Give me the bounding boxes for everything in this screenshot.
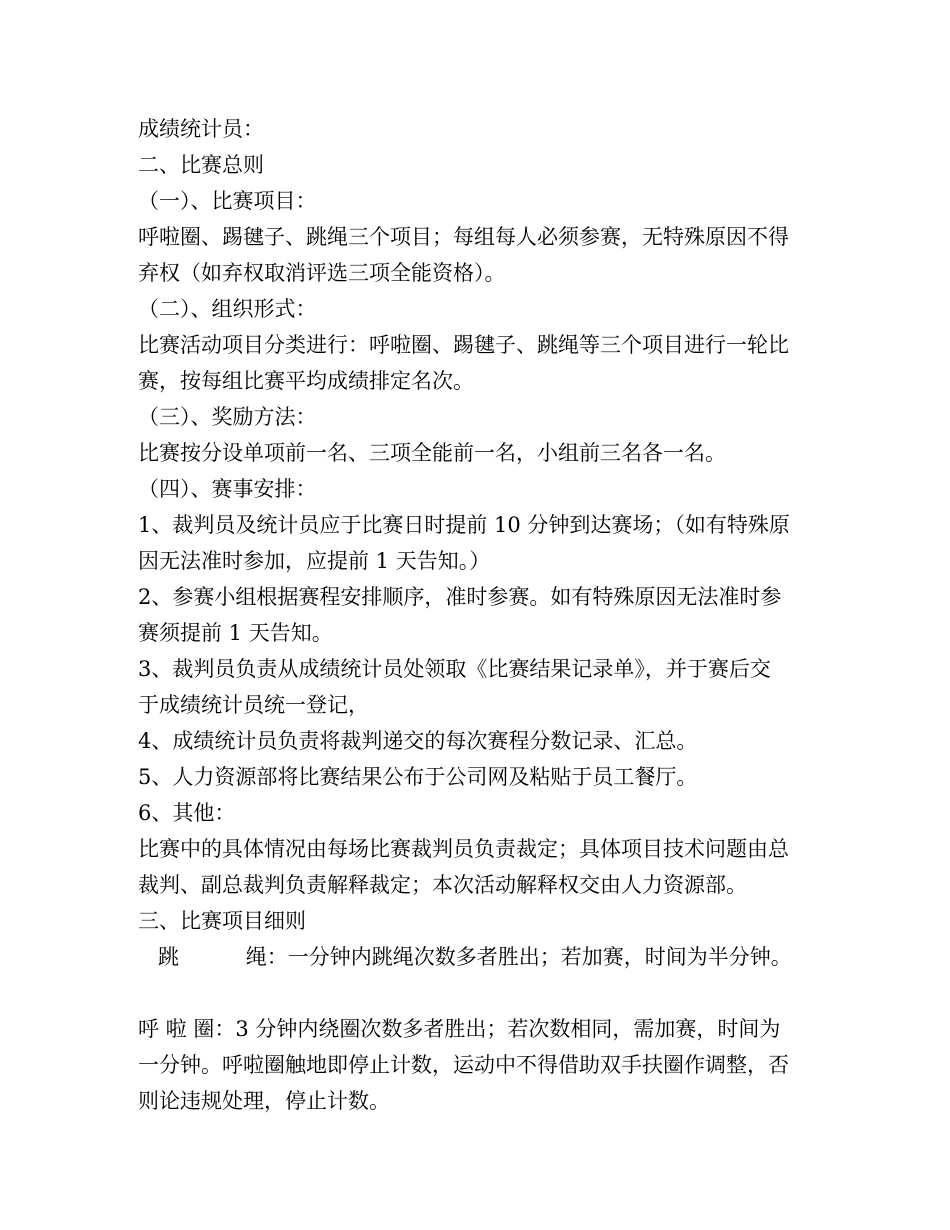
paragraph-line: 则论违规处理，停止计数。: [138, 1089, 390, 1113]
list-item-line: 1、裁判员及统计员应于比赛日时提前 10 分钟到达赛场；（如有特殊原: [138, 513, 790, 537]
subheading-events: （一）、比赛项目：: [138, 189, 317, 213]
paragraph-line: 比赛中的具体情况由每场比赛裁判员负责裁定；具体项目技术问题由总: [138, 837, 789, 861]
paragraph-line: 一分钟。呼啦圈触地即停止计数，运动中不得借助双手扶圈作调整，否: [138, 1053, 789, 1077]
list-item-line: 2、参赛小组根据赛程安排顺序，准时参赛。如有特殊原因无法准时参: [138, 585, 782, 609]
list-item-line: 因无法准时参加，应提前 1 天告知。）: [138, 549, 491, 573]
section-heading-general-rules: 二、比赛总则: [138, 153, 264, 177]
list-item-line: 4、成绩统计员负责将裁判递交的每次赛程分数记录、汇总。: [138, 729, 698, 753]
paragraph-line: 弃权（如弃权取消评选三项全能资格）。: [138, 261, 506, 285]
paragraph-line: 比赛按分设单项前一名、三项全能前一名，小组前三名各一名。: [138, 441, 726, 465]
subheading-awards: （三）、奖励方法：: [138, 405, 317, 429]
list-item-line: 3、裁判员负责从成绩统计员处领取《比赛结果记录单》，并于赛后交: [138, 657, 771, 681]
rule-hula-hoop: 呼 啦 圈：3 分钟内绕圈次数多者胜出；若次数相同，需加赛，时间为: [138, 1017, 781, 1041]
list-item-line: 赛须提前 1 天告知。: [138, 621, 333, 645]
list-item-line: 6、其他：: [138, 801, 236, 825]
paragraph-line: 呼啦圈、踢毽子、跳绳三个项目；每组每人必须参赛，无特殊原因不得: [138, 225, 789, 249]
subheading-schedule: （四）、赛事安排：: [138, 477, 317, 501]
rule-jump-rope: 跳 绳：一分钟内跳绳次数多者胜出；若加赛，时间为半分钟。: [138, 945, 792, 969]
subheading-format: （二）、组织形式：: [138, 297, 317, 321]
text-line-stats-officer: 成绩统计员：: [138, 117, 264, 141]
list-item-line: 5、人力资源部将比赛结果公布于公司网及粘贴于员工餐厅。: [138, 765, 698, 789]
list-item-line: 于成绩统计员统一登记，: [138, 693, 369, 717]
paragraph-line: 裁判、副总裁判负责解释裁定；本次活动解释权交由人力资源部。: [138, 873, 747, 897]
paragraph-line: 比赛活动项目分类进行：呼啦圈、踢毽子、跳绳等三个项目进行一轮比: [138, 333, 789, 357]
paragraph-line: 赛，按每组比赛平均成绩排定名次。: [138, 369, 474, 393]
section-heading-event-details: 三、比赛项目细则: [138, 909, 306, 933]
